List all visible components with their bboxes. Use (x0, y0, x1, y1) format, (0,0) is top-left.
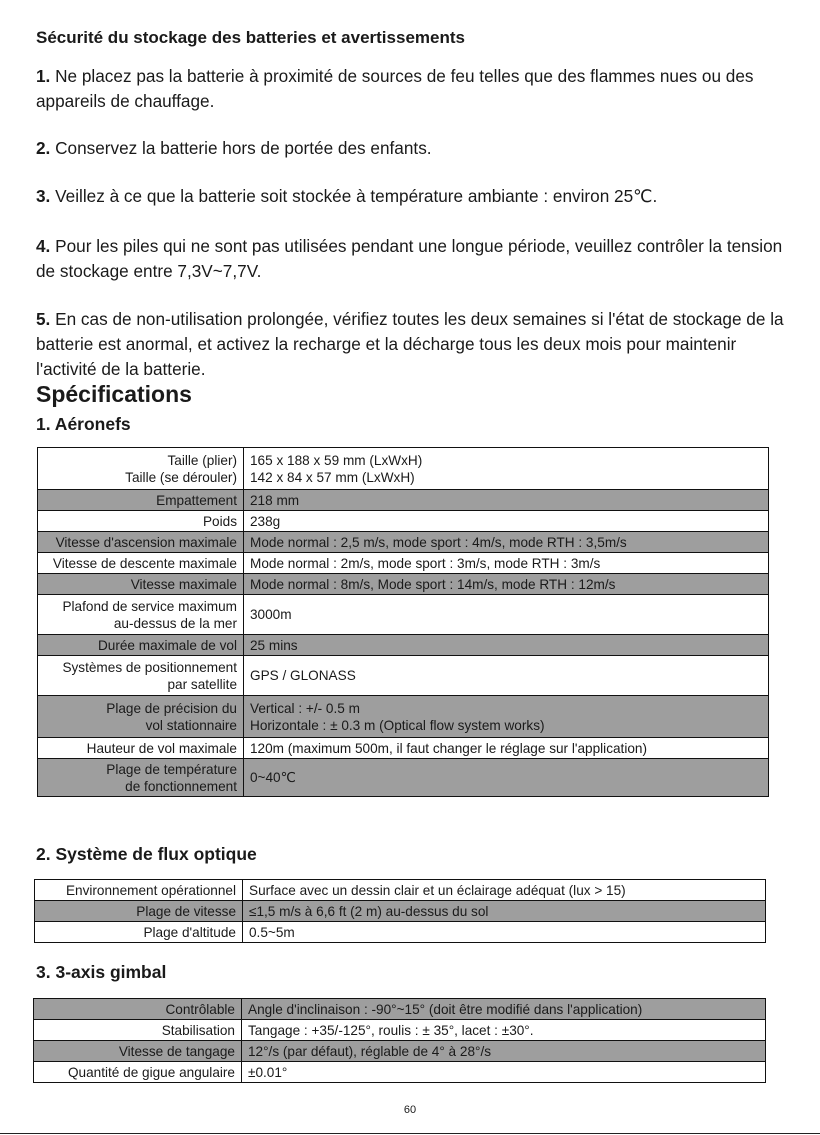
storage-item-3 (36, 184, 796, 209)
spec-value-line: 120m (maximum 500m, il faut changer le réglage sur l'application) (250, 740, 647, 756)
spec-label-line: Hauteur de vol maximale (86, 740, 237, 756)
spec-value-line: 25 mins (250, 637, 298, 653)
spec-value: 12°/s (par défaut), réglable de 4° à 28°/s (242, 1041, 766, 1062)
spec-label-line: au-dessus de la mer (113, 615, 237, 631)
spec-row (34, 999, 766, 1020)
spec-label: Vitesse de tangage (34, 1041, 242, 1062)
gimbal-heading: 3. 3-axis gimbal (36, 962, 167, 982)
spec-row (35, 880, 766, 901)
spec-label-line: Plafond de service maximum (62, 598, 237, 614)
spec-value (244, 511, 769, 532)
storage-item-5 (36, 307, 796, 382)
spec-value (244, 656, 769, 696)
spec-value-line: Mode normal : 2,5 m/s, mode sport : 4m/s, mode RTH : 3,5m/s (250, 534, 627, 550)
spec-row (38, 656, 769, 696)
spec-label: Stabilisation (34, 1020, 242, 1041)
spec-label-line: Systèmes de positionnement (62, 659, 237, 675)
spec-label (38, 532, 244, 553)
specifications-heading: Spécifications (36, 381, 192, 407)
gimbal-spec-table (33, 998, 766, 1083)
spec-label-line: Empattement (156, 492, 237, 508)
spec-value-line: GPS / GLONASS (250, 668, 356, 683)
spec-value (244, 696, 769, 738)
optical-flow-heading: 2. Système de flux optique (36, 844, 257, 864)
spec-value-line: 165 x 188 x 59 mm (LxWxH) (250, 452, 423, 468)
item-number: 2. (36, 138, 51, 158)
spec-value (244, 448, 769, 490)
spec-label: Quantité de gigue angulaire (34, 1062, 242, 1083)
spec-value (244, 595, 769, 635)
spec-value: Surface avec un dessin clair et un éclairage adéquat (lux > 15) (243, 880, 766, 901)
item-number: 4. (36, 236, 51, 256)
spec-row (38, 532, 769, 553)
spec-row (34, 1062, 766, 1083)
spec-row (34, 1041, 766, 1062)
spec-label (38, 696, 244, 738)
spec-row (35, 901, 766, 922)
spec-label-line: Durée maximale de vol (97, 637, 237, 653)
spec-row (38, 635, 769, 656)
spec-value-line: 238g (250, 513, 281, 529)
spec-row (34, 1020, 766, 1041)
spec-label-line: Taille (se dérouler) (125, 469, 237, 485)
item-text: Pour les piles qui ne sont pas utilisées pendant une longue période, veuillez contrôler la tension de stockage entre 7,3V~7,7V. (36, 236, 783, 281)
spec-value (244, 759, 769, 797)
spec-label (38, 490, 244, 511)
spec-value (244, 635, 769, 656)
spec-label (38, 511, 244, 532)
spec-label: Environnement opérationnel (35, 880, 243, 901)
spec-label-line: Poids (202, 513, 237, 529)
spec-row (38, 574, 769, 595)
spec-row (38, 448, 769, 490)
spec-label-line: Plage de précision du (106, 700, 237, 716)
spec-row (38, 759, 769, 797)
spec-value-line: Horizontale : ± 0.3 m (Optical flow system works) (250, 717, 545, 733)
spec-value (244, 738, 769, 759)
spec-label-line: Vitesse de descente maximale (52, 555, 237, 571)
spec-label (38, 595, 244, 635)
spec-label: Plage d'altitude (35, 922, 243, 943)
spec-value (244, 553, 769, 574)
spec-label-line: par satellite (167, 676, 237, 692)
spec-value (244, 490, 769, 511)
spec-row (38, 490, 769, 511)
spec-label: Contrôlable (34, 999, 242, 1020)
item-text: Conservez la batterie hors de portée des enfants. (50, 138, 432, 158)
storage-item-1 (36, 64, 796, 114)
spec-label (38, 553, 244, 574)
spec-value: ±0.01° (242, 1062, 766, 1083)
spec-value: 0.5~5m (243, 922, 766, 943)
spec-label (38, 759, 244, 797)
spec-label (38, 448, 244, 490)
item-number: 5. (36, 309, 51, 329)
page-number: 60 (403, 1104, 417, 1116)
spec-label (38, 656, 244, 696)
spec-value (244, 574, 769, 595)
aircraft-spec-table (37, 447, 769, 797)
spec-value-line: 142 x 84 x 57 mm (LxWxH) (250, 469, 415, 485)
spec-row (38, 595, 769, 635)
spec-value: Angle d'inclinaison : -90°~15° (doit être modifié dans l'application) (242, 999, 766, 1020)
spec-row (35, 922, 766, 943)
spec-label (38, 738, 244, 759)
item-text: Veillez à ce que la batterie soit stockée à température ambiante : environ 25℃. (50, 186, 658, 206)
spec-label (38, 574, 244, 595)
spec-label-line: Taille (plier) (167, 452, 237, 468)
spec-value-line: 3000m (250, 607, 292, 622)
storage-item-4 (36, 234, 796, 284)
spec-value-line: Vertical : +/- 0.5 m (250, 700, 360, 716)
item-text: En cas de non-utilisation prolongée, vérifiez toutes les deux semaines si l'état de stockage de la batterie est anormal, et activez la recharge et la décharge tous les deux mois pour maintenir l'activité de la batterie. (36, 309, 784, 379)
aircraft-heading: 1. Aéronefs (36, 414, 131, 434)
item-number: 3. (36, 186, 51, 206)
item-text: Ne placez pas la batterie à proximité de sources de feu telles que des flammes nues ou des appareils de chauffage. (36, 66, 754, 111)
spec-row (38, 738, 769, 759)
spec-label-line: de fonctionnement (125, 778, 237, 794)
spec-value-line: 218 mm (250, 492, 300, 508)
spec-row (38, 696, 769, 738)
spec-value: Tangage : +35/-125°, roulis : ± 35°, lacet : ±30°. (242, 1020, 766, 1041)
spec-value (244, 532, 769, 553)
spec-label-line: Vitesse d'ascension maximale (55, 534, 237, 550)
spec-label-line: Vitesse maximale (130, 576, 237, 592)
spec-label (38, 635, 244, 656)
bottom-rule (0, 1133, 820, 1134)
storage-item-2 (36, 136, 796, 161)
spec-value-line: 0~40℃ (250, 770, 296, 785)
spec-label: Plage de vitesse (35, 901, 243, 922)
spec-value: ≤1,5 m/s à 6,6 ft (2 m) au-dessus du sol (243, 901, 766, 922)
spec-label-line: vol stationnaire (145, 717, 237, 733)
storage-heading: Sécurité du stockage des batteries et avertissements (36, 28, 465, 47)
spec-value-line: Mode normal : 8m/s, Mode sport : 14m/s, mode RTH : 12m/s (250, 576, 616, 592)
spec-label-line: Plage de température (106, 761, 237, 777)
spec-row (38, 511, 769, 532)
item-number: 1. (36, 66, 51, 86)
spec-value-line: Mode normal : 2m/s, mode sport : 3m/s, mode RTH : 3m/s (250, 555, 601, 571)
spec-row (38, 553, 769, 574)
optical-flow-spec-table (34, 879, 766, 943)
